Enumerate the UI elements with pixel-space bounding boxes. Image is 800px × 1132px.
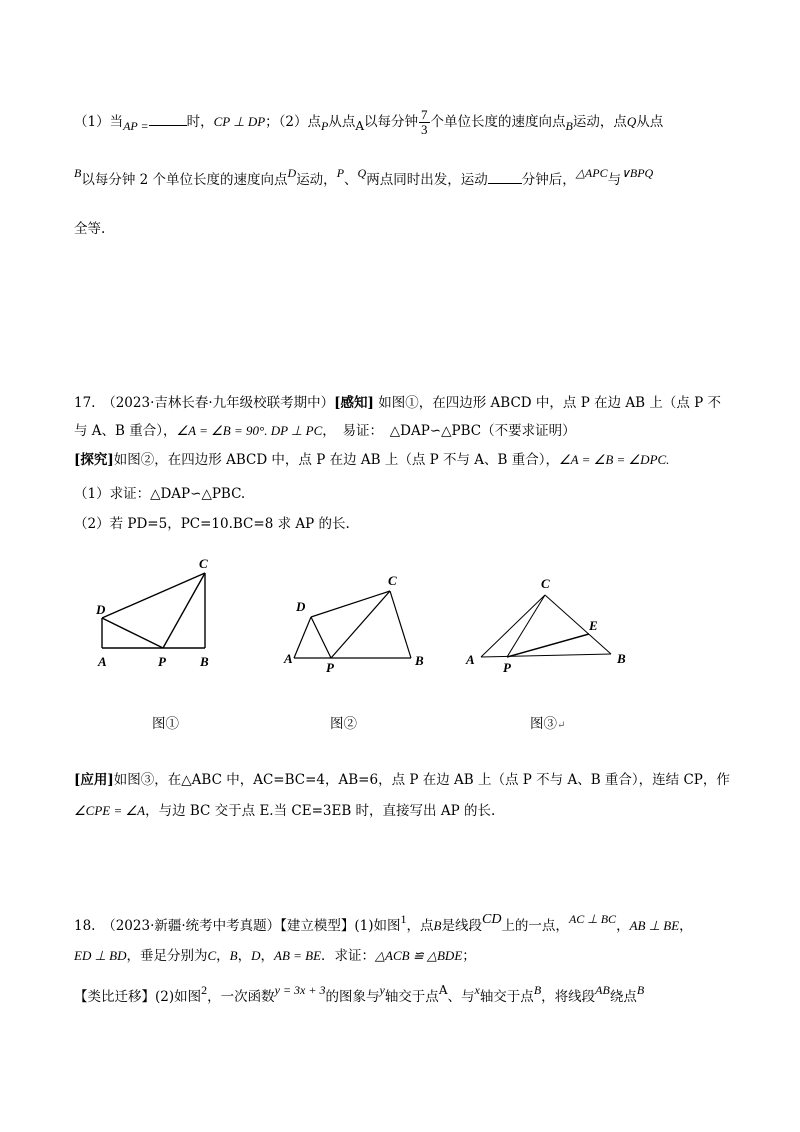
fig3-label-p: P [503,660,511,675]
math-ac-perp-bc: AC ⊥ BC [568,912,617,926]
p17-line-2: 与 A、B 重合），∠A = ∠B = 90°. DP ⊥ PC， 易证： △DAP∽△PBC（不要求证明） [74,423,576,439]
fig3-label-b: B [617,651,626,666]
fig1-label-a: A [98,654,107,669]
math-ed-perp-bd: ED ⊥ BD [74,948,127,963]
fig1-edge-pc [163,573,205,648]
fig2-label-p: P [326,660,334,675]
math-angle-condition: ∠A = ∠B = 90°. DP ⊥ PC [176,423,323,438]
fig1-label-p: P [158,654,166,669]
p17-line-7: ∠CPE = ∠A，与边 BC 交于点 E.当 CE=3EB 时，直接写出 AP 的长. [74,803,496,819]
geometry-figures [0,555,800,695]
fig3-edge-bc [545,595,611,654]
fraction-seven-thirds: $\frac{7}{3}$ [421,107,428,137]
caption-figure-3: 图③↵ [530,716,566,732]
figure-3-labels [465,576,626,675]
tag-apply: [应用] [74,772,114,788]
fig2-label-b: B [415,653,424,668]
math-cp-perp-dp: CP ⊥ DP [213,114,266,129]
math-ab-perp-be: AB ⊥ BE [629,918,680,933]
figure-1 [102,573,205,648]
p17-line-6: [应用]如图③，在△ABC 中，AC=BC=4，AB=6，点 P 在边 AB 上（点 P 不与 A、B 重合），连结 CP，作 [74,772,730,788]
caption-figure-2: 图② [330,716,357,732]
math-ab-eq-be: AB = BE [274,948,322,963]
p18-line-3: 【类比迁移】(2)如图2，一次函数y = 3x + 3的图象与y轴交于点A、与x轴交于点B，将线段AB绕点B [74,983,645,1005]
math-linear-function: y = 3x + 3 [274,983,326,997]
figure-1-labels [95,556,209,669]
answer-blank [149,113,187,126]
math-angle-cpe: ∠CPE = ∠A [74,803,146,818]
fig3-label-e: E [589,618,598,633]
answer-blank [488,171,522,184]
p17-line-3: [探究]如图②，在四边形 ABCD 中，点 P 在边 AB 上（点 P 不与 A、B 重合），∠A = ∠B = ∠DPC. [74,452,670,468]
p16-line-1: （1）当AP = 时，CP ⊥ DP；（2）点P从点A以每分钟 $\frac{7}{3}$ 个单位长度的速度向点B运动，点Q从点 [74,107,664,137]
fig1-label-c: C [199,556,208,571]
fig1-edge-dp [102,618,163,648]
p17-line-4: （1）求证：△DAP∽△PBC. [74,486,246,502]
fig2-edge-dp [311,617,331,658]
math-angle-equality: ∠A = ∠B = ∠DPC. [559,452,670,467]
fig1-label-d: D [96,602,106,617]
figure-2-labels [283,573,424,675]
fig2-label-c: C [388,573,397,588]
caption-figure-1: 图① [152,716,179,732]
fig3-label-a: A [466,652,475,667]
return-mark: ↵ [557,720,566,731]
p16-line-2: B以每分钟 2 个单位长度的速度向点D运动，P、Q两点同时出发，运动 分钟后，△APC与∨BPQ [74,166,654,188]
math-ap: AP = [123,119,149,133]
fig2-edge-ad [294,617,311,658]
fig1-label-b: B [200,654,209,669]
fig2-label-d: D [296,599,306,614]
tag-perceive: [感知] [334,395,374,411]
math-congruence: △ACB ≌ △BDE [375,948,463,963]
fig3-edge-ab [481,654,611,657]
p17-line-5: （2）若 PD=5，PC=10.BC=8 求 AP 的长. [74,516,350,532]
p18-line-1: 18. （2023·新疆·统考中考真题）【建立模型】(1)如图1，点B是线段CD上的一点，AC ⊥ BC，AB ⊥ BE， [74,912,693,934]
p17-line-1: 17. （2023·吉林长春·九年级校联考期中）[感知] 如图①，在四边形 ABCD 中，点 P 在边 AB 上（点 P 不 [74,395,721,411]
tag-explore: [探究] [74,452,114,468]
fig1-edge-dc [102,573,205,618]
fig3-label-c: C [541,576,550,591]
p16-line-3: 全等. [74,221,106,237]
fig2-label-a: A [284,651,293,666]
figure-2 [294,591,411,658]
p18-line-2: ED ⊥ BD，垂足分别为C，B，D，AB = BE．求证：△ACB ≌ △BDE； [74,948,476,964]
fig2-edge-bc [390,591,411,658]
